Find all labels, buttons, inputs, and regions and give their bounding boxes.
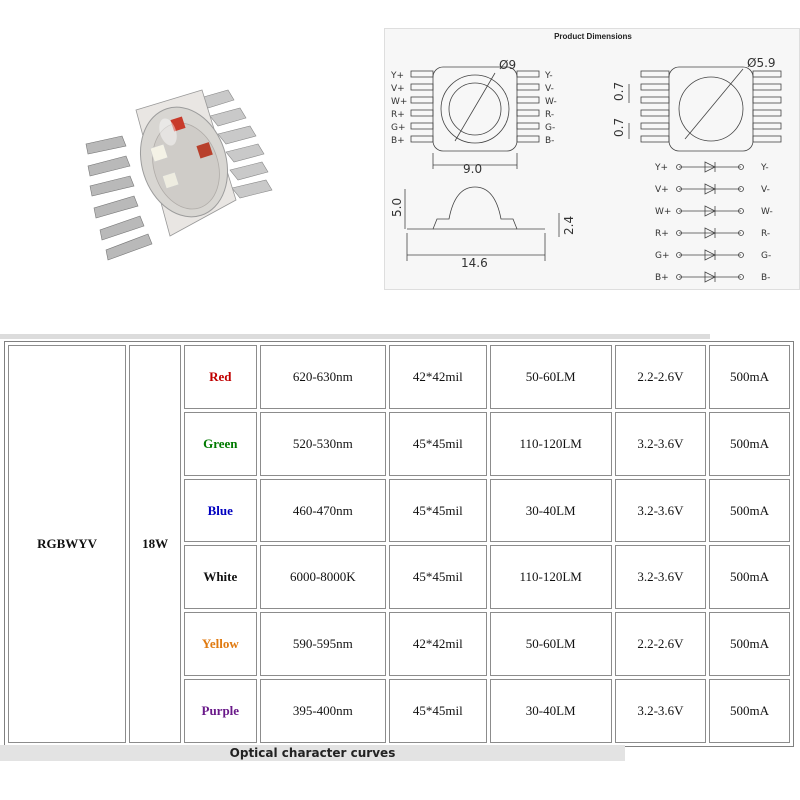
circuit-left-3: R+ bbox=[655, 229, 669, 239]
dim-body-width: 9.0 bbox=[463, 162, 483, 176]
luminous-flux-cell: 110-120LM bbox=[490, 545, 612, 609]
pin-right-5: B- bbox=[545, 136, 555, 146]
voltage-cell: 3.2-3.6V bbox=[615, 479, 706, 543]
circuit-right-1: V- bbox=[761, 185, 770, 195]
drawing-title: Product Dimensions bbox=[554, 32, 632, 41]
circuit-right-3: R- bbox=[761, 229, 771, 239]
wavelength-cell: 520-530nm bbox=[260, 412, 386, 476]
chip-size-cell: 45*45mil bbox=[389, 545, 486, 609]
chip-size-cell: 42*42mil bbox=[389, 345, 486, 409]
circuit-right-5: B- bbox=[761, 273, 771, 283]
dim-base-height: 2.4 bbox=[562, 215, 576, 235]
circuit-left-4: G+ bbox=[655, 251, 670, 261]
color-cell: White bbox=[184, 545, 257, 609]
color-cell: Yellow bbox=[184, 612, 257, 676]
circuit-left-5: B+ bbox=[655, 273, 669, 283]
pin-left-2: W+ bbox=[391, 97, 408, 107]
wavelength-cell: 395-400nm bbox=[260, 679, 386, 743]
chip-size-cell: 45*45mil bbox=[389, 679, 486, 743]
model-cell: RGBWYV bbox=[8, 345, 126, 743]
table-row bbox=[8, 345, 790, 409]
luminous-flux-cell: 50-60LM bbox=[490, 345, 612, 409]
current-cell: 500mA bbox=[709, 412, 790, 476]
wavelength-cell: 460-470nm bbox=[260, 479, 386, 543]
voltage-cell: 2.2-2.6V bbox=[615, 345, 706, 409]
voltage-cell: 3.2-3.6V bbox=[615, 679, 706, 743]
circuit-right-4: G- bbox=[761, 251, 772, 261]
luminous-flux-cell: 30-40LM bbox=[490, 679, 612, 743]
dim-height: 5.0 bbox=[390, 197, 404, 217]
front-view-lens-outer bbox=[441, 75, 509, 143]
voltage-cell: 2.2-2.6V bbox=[615, 612, 706, 676]
pin-right-1: V- bbox=[545, 84, 554, 94]
voltage-cell: 3.2-3.6V bbox=[615, 545, 706, 609]
pin-left-5: B+ bbox=[391, 136, 405, 146]
pin-right-4: G- bbox=[545, 123, 556, 133]
power-cell: 18W bbox=[129, 345, 181, 743]
front-view-body bbox=[433, 67, 517, 151]
current-cell: 500mA bbox=[709, 545, 790, 609]
pin-right-2: W- bbox=[545, 97, 557, 107]
luminous-flux-cell: 50-60LM bbox=[490, 612, 612, 676]
chip-size-cell: 42*42mil bbox=[389, 612, 486, 676]
dim-lens-diameter: Ø9 bbox=[499, 58, 517, 72]
pin-right-0: Y- bbox=[545, 71, 553, 81]
spec-table bbox=[4, 341, 794, 747]
color-cell: Red bbox=[184, 345, 257, 409]
circuit-right-2: W- bbox=[761, 207, 773, 217]
top-view-die bbox=[679, 77, 743, 141]
chip-size-cell: 45*45mil bbox=[389, 412, 486, 476]
luminous-flux-cell: 110-120LM bbox=[490, 412, 612, 476]
circuit-left-1: V+ bbox=[655, 185, 669, 195]
chip-size-cell: 45*45mil bbox=[389, 479, 486, 543]
circuit-left-2: W+ bbox=[655, 207, 672, 217]
color-cell: Blue bbox=[184, 479, 257, 543]
led-product-photo bbox=[80, 70, 295, 275]
pin-left-1: V+ bbox=[391, 84, 405, 94]
wavelength-cell: 590-595nm bbox=[260, 612, 386, 676]
pin-left-4: G+ bbox=[391, 123, 406, 133]
wiring-circuit bbox=[677, 162, 744, 282]
circuit-right-0: Y- bbox=[761, 163, 769, 173]
dim-pin-pitch-a: 0.7 bbox=[612, 81, 626, 101]
front-view-lens-inner bbox=[449, 83, 501, 135]
pin-left-3: R+ bbox=[391, 110, 405, 120]
table-top-rule bbox=[0, 334, 710, 339]
current-cell: 500mA bbox=[709, 612, 790, 676]
current-cell: 500mA bbox=[709, 679, 790, 743]
side-view-profile bbox=[407, 187, 545, 229]
current-cell: 500mA bbox=[709, 345, 790, 409]
color-cell: Green bbox=[184, 412, 257, 476]
pin-left-0: Y+ bbox=[391, 71, 405, 81]
dim-die-diameter: Ø5.9 bbox=[747, 56, 776, 70]
dim-total-length: 14.6 bbox=[461, 256, 488, 270]
luminous-flux-cell: 30-40LM bbox=[490, 479, 612, 543]
dimension-drawing-panel bbox=[384, 28, 800, 290]
wavelength-cell: 6000-8000K bbox=[260, 545, 386, 609]
top-view-body bbox=[669, 67, 753, 151]
dim-pin-pitch-b: 0.7 bbox=[612, 117, 626, 137]
wavelength-cell: 620-630nm bbox=[260, 345, 386, 409]
current-cell: 500mA bbox=[709, 479, 790, 543]
voltage-cell: 3.2-3.6V bbox=[615, 412, 706, 476]
curves-title: Optical character curves bbox=[229, 746, 396, 760]
color-cell: Purple bbox=[184, 679, 257, 743]
circuit-left-0: Y+ bbox=[655, 163, 669, 173]
pin-right-3: R- bbox=[545, 110, 555, 120]
dimension-drawing bbox=[385, 29, 800, 291]
